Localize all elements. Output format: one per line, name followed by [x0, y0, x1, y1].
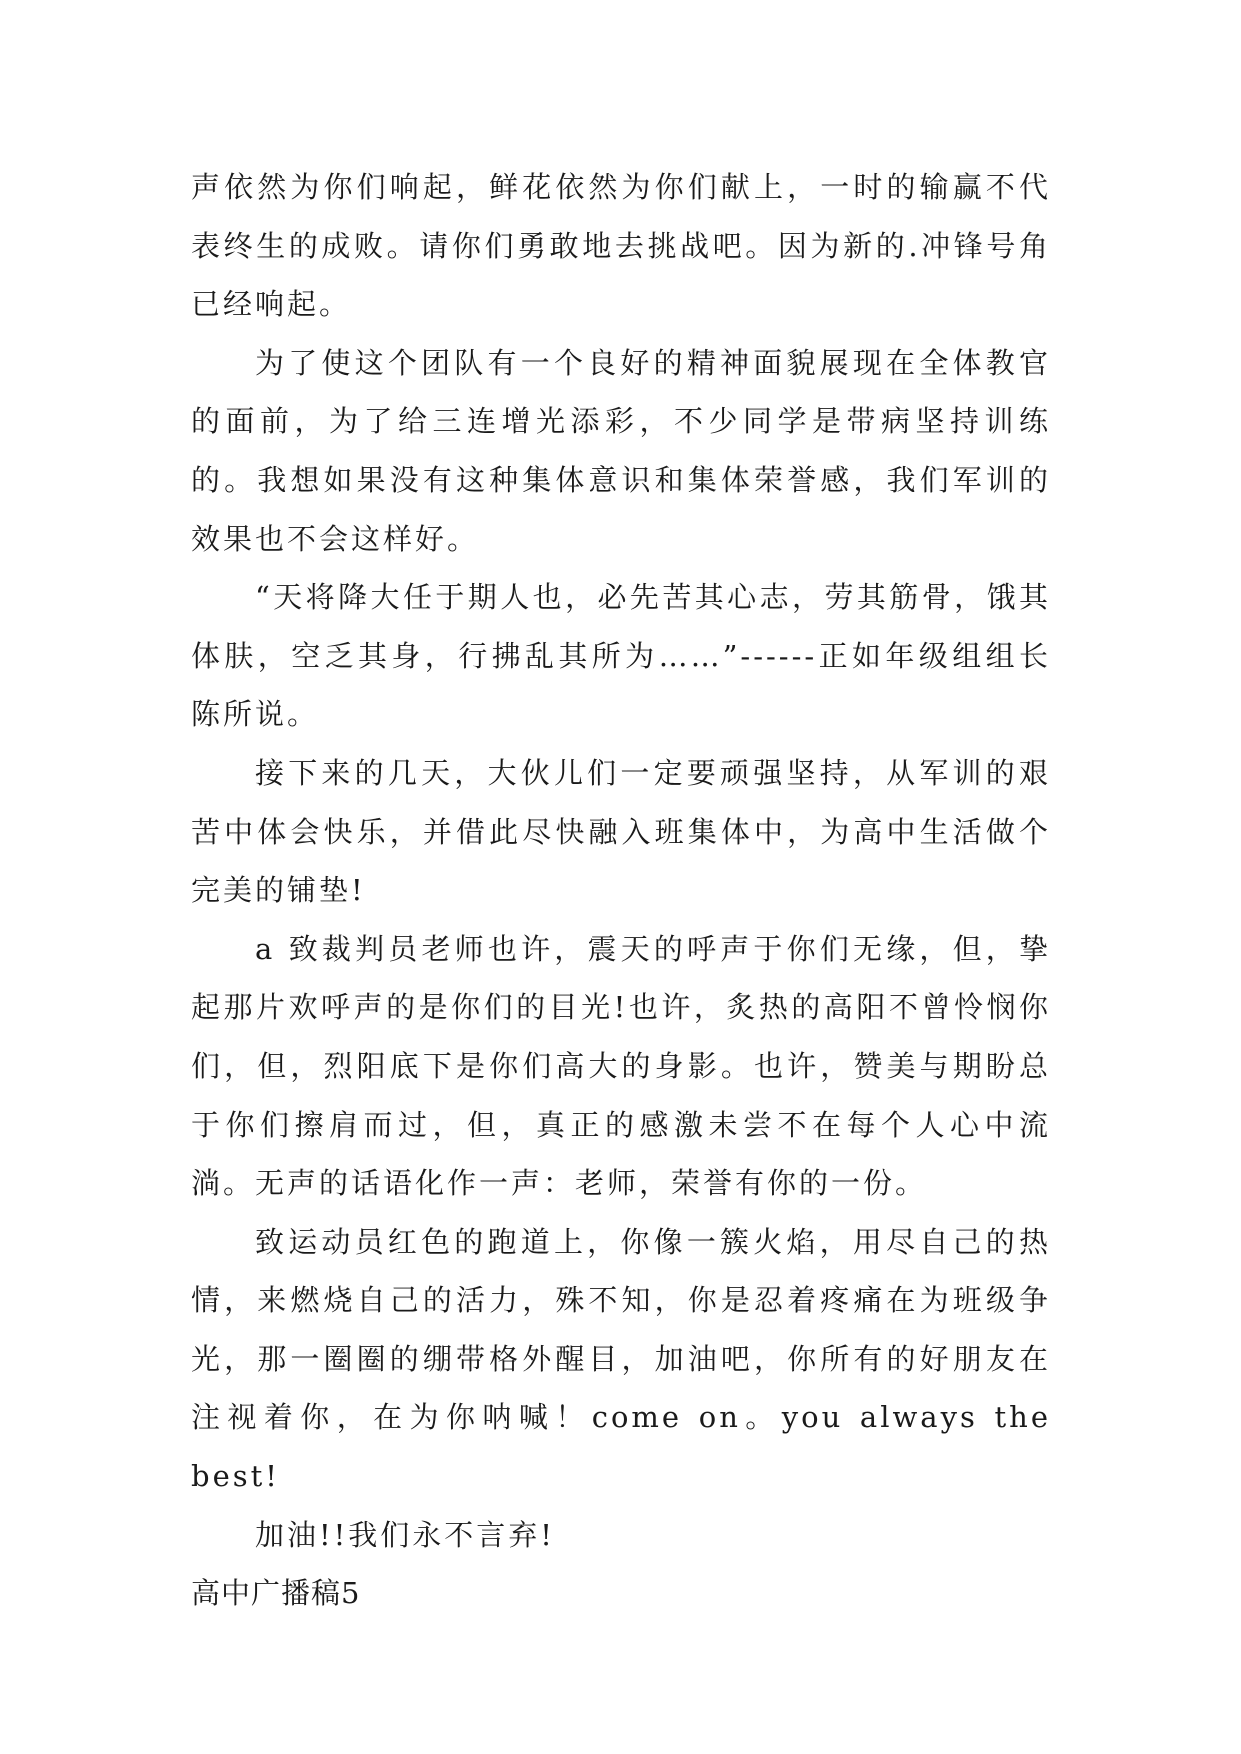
- paragraph-1: 声依然为你们响起，鲜花依然为你们献上，一时的输赢不代表终生的成败。请你们勇敢地去挑战吧。因为新的.冲锋号角已经响起。: [191, 170, 1051, 322]
- paragraph-4: 接下来的几天，大伙儿们一定要顽强坚持，从军训的艰苦中体会快乐，并借此尽快融入班集体中，为高中生活做个完美的铺垫!: [191, 755, 1051, 908]
- paragraph-3: “天将降大任于期人也，必先苦其心志，劳其筋骨，饿其体肤，空乏其身，行拂乱其所为……”------正如年级组组长陈所说。: [191, 580, 1051, 732]
- paragraph-5: a 致裁判员老师也许，震天的呼声于你们无缘，但，挚起那片欢呼声的是你们的目光!也许，炙热的高阳不曾怜悯你们，但，烈阳底下是你们高大的身影。也许，赞美与期盼总于你们擦肩而过，但，真正的感激未尝不在每个人心中流淌。无声的话语化作一声：老师，荣誉有你的一份。: [191, 931, 1051, 1201]
- document-body: [191, 158, 1051, 1623]
- paragraph-7: 加油!!我们永不言弃!: [255, 1517, 555, 1552]
- section-heading: 高中广播稿5: [191, 1576, 361, 1611]
- paragraph-2: 为了使这个团队有一个良好的精神面貌展现在全体教官的面前，为了给三连增光添彩，不少同学是带病坚持训练的。我想如果没有这种集体意识和集体荣誉感，我们军训的效果也不会这样好。: [191, 345, 1051, 556]
- paragraph-6: 致运动员红色的跑道上，你像一簇火焰，用尽自己的热情，来燃烧自己的活力，殊不知，你是忍着疼痛在为班级争光，那一圈圈的绷带格外醒目，加油吧，你所有的好朋友在注视着你，在为你呐喊！come on。you always the best!: [191, 1224, 1051, 1494]
